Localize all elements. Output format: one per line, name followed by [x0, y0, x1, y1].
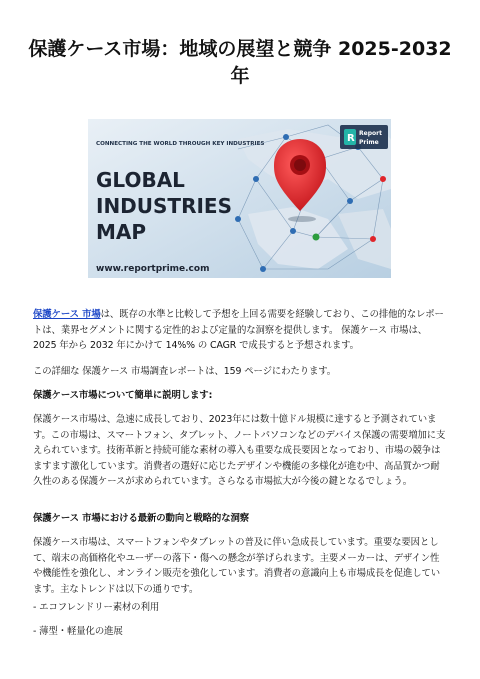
trends-paragraph: 保護ケース市場は、スマートフォンやタブレットの普及に伴い急成長しています。重要な要因として、端末の高価格化やユーザーの落下・傷への懸念が挙げられます。主要メーカーは、デザイン性や機能性を強化し、オンライン販売を強化しています。消費者の意識向上も市場成長を促進しています。主なトレンドは以下の通りです。 — [33, 537, 441, 595]
intro-paragraph — [33, 307, 447, 354]
summary-paragraph: 保護ケース市場は、急速に成長しており、2023年には数十億ドル規模に達すると予測されています。この市場は、スマートフォン、タブレット、ノートパソコンなどのデバイス保護の需要増加に支えられています。技術革新と持続可能な素材の導入も重要な成長要因となっており、市場の競争はますます激化しています。消費者の選好に応じたデザインや機能の多様化が進む中、高品質かつ耐久性のある保護ケースが求められています。さらなる市場拡大が今後の鍵となるでしょう。 — [33, 414, 446, 488]
pages-paragraph: この詳細な 保護ケース 市場調査レポートは、159 ページにわたります。 — [33, 366, 337, 377]
market-link[interactable]: 保護ケース 市場 — [33, 309, 101, 320]
hero-tagline: CONNECTING THE WORLD THROUGH KEY INDUSTRIES — [96, 141, 265, 147]
svg-text:R: R — [347, 133, 355, 144]
hero-image — [88, 119, 391, 278]
bullet-item: - エコフレンドリー素材の利用 — [33, 602, 160, 613]
bullet-item: - 薄型・軽量化の進展 — [33, 626, 123, 637]
trends-heading: 保護ケース 市場における最新の動向と戦略的な洞察 — [33, 513, 250, 524]
logo-text-line2: Prime — [359, 139, 379, 146]
title-line-2: 年 — [230, 65, 250, 87]
logo-text-line1: Report — [359, 130, 382, 137]
title-line-1: 保護ケース市場：地域の展望と競争 2025-2032 — [28, 38, 452, 60]
hero-headline-1: GLOBAL — [96, 168, 185, 192]
hero-headline-2: INDUSTRIES — [96, 194, 232, 218]
hero-headline-3: MAP — [96, 220, 147, 244]
reportprime-logo — [340, 125, 388, 149]
global-industries-map-graphic — [88, 119, 391, 278]
summary-heading: 保護ケース市場について簡単に説明します: — [33, 390, 213, 401]
hero-url: www.reportprime.com — [96, 264, 210, 274]
intro-text: は、既存の水準と比較して予想を上回る需要を経験しており、この排他的なレポートは、業界セグメントに関する定性的および定量的な洞察を提供します。 保護ケース 市場は、2025 年から 2032 年にかけて 14%% の CAGR で成長すると予想されます。 — [33, 309, 444, 352]
page-title — [20, 36, 460, 90]
